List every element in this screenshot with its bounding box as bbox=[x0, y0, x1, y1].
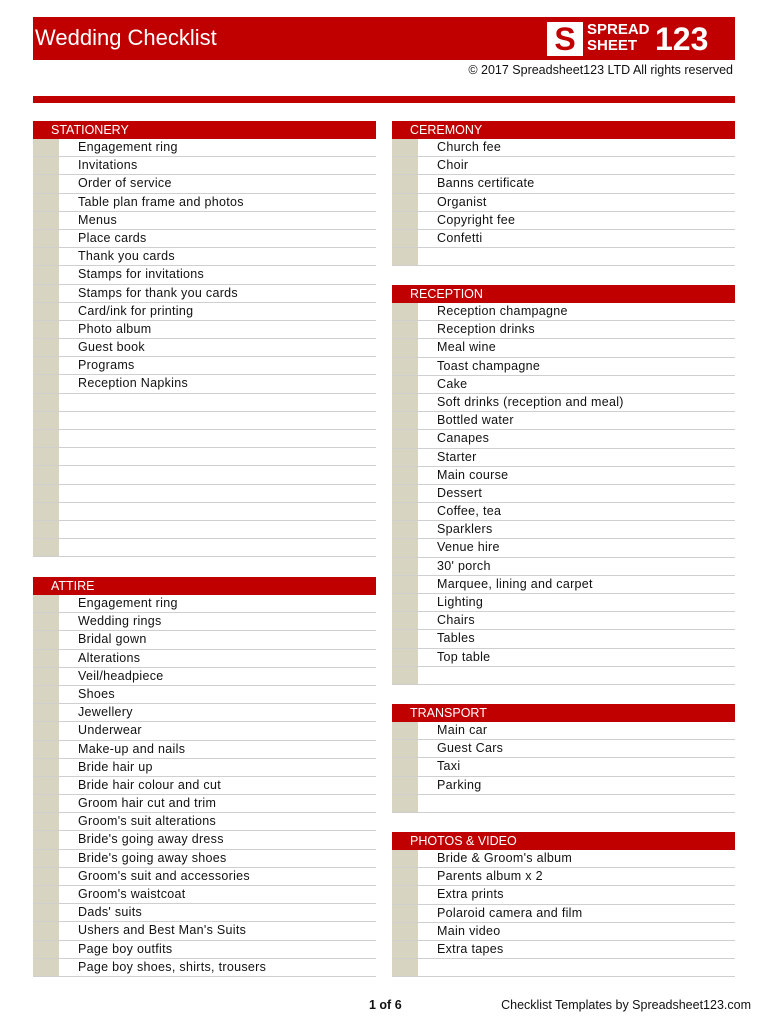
section-attire bbox=[33, 577, 376, 977]
item-label: Copyright fee bbox=[437, 212, 516, 227]
checklist-row bbox=[33, 430, 376, 448]
checklist-row bbox=[33, 303, 376, 321]
item-label: Photo album bbox=[78, 321, 152, 336]
checklist-row bbox=[33, 466, 376, 484]
checklist-row bbox=[392, 467, 735, 485]
checklist-row bbox=[33, 248, 376, 266]
item-label: Main car bbox=[437, 723, 488, 737]
page-title: Wedding Checklist bbox=[35, 25, 217, 50]
item-label: Bottled water bbox=[437, 413, 514, 428]
item-label: Shoes bbox=[78, 686, 115, 701]
checkbox-cell[interactable] bbox=[392, 649, 418, 666]
item-label: Engagement ring bbox=[78, 140, 178, 154]
item-label: Groom's waistcoat bbox=[78, 887, 186, 901]
checkbox-cell[interactable] bbox=[33, 831, 59, 848]
checklist-row bbox=[392, 248, 735, 266]
checkbox-cell[interactable] bbox=[33, 503, 59, 520]
checklist-row bbox=[33, 321, 376, 339]
item-label: Main video bbox=[437, 923, 501, 938]
checkbox-cell[interactable] bbox=[392, 175, 418, 192]
checklist-row bbox=[392, 321, 735, 339]
footer-credit: Checklist Templates by Spreadsheet123.com bbox=[501, 998, 751, 1012]
item-label: Bride's going away shoes bbox=[78, 850, 227, 865]
checklist-row bbox=[392, 394, 735, 412]
checklist-row bbox=[392, 576, 735, 594]
checklist-row bbox=[33, 394, 376, 412]
item-label: Engagement ring bbox=[78, 596, 178, 610]
item-label: Programs bbox=[78, 358, 135, 373]
checkbox-cell[interactable] bbox=[392, 795, 418, 812]
checklist-row bbox=[33, 868, 376, 886]
item-label: Meal wine bbox=[437, 340, 496, 355]
section-reception bbox=[392, 285, 735, 685]
checklist-row bbox=[392, 905, 735, 923]
item-label: Parents album x 2 bbox=[437, 869, 543, 884]
item-label: Canapes bbox=[437, 431, 490, 446]
section-photos-video bbox=[392, 832, 735, 977]
checklist-row bbox=[392, 376, 735, 394]
checkbox-cell[interactable] bbox=[33, 795, 59, 812]
checklist-row bbox=[33, 595, 376, 613]
checkbox-cell[interactable] bbox=[33, 922, 59, 939]
checklist-row bbox=[392, 430, 735, 448]
checklist-row bbox=[33, 448, 376, 466]
section-header: CEREMONY bbox=[392, 121, 735, 139]
checkbox-cell[interactable] bbox=[392, 139, 418, 156]
checkbox-cell[interactable] bbox=[33, 394, 59, 411]
item-label: Wedding rings bbox=[78, 614, 162, 629]
checkbox-cell[interactable] bbox=[392, 503, 418, 520]
section-header: TRANSPORT bbox=[392, 704, 735, 722]
checkbox-cell[interactable] bbox=[392, 303, 418, 320]
item-label: Groom's suit alterations bbox=[78, 814, 217, 829]
checkbox-cell[interactable] bbox=[392, 521, 418, 538]
checkbox-cell[interactable] bbox=[33, 850, 59, 867]
item-label: Chairs bbox=[437, 613, 475, 628]
checkbox-cell[interactable] bbox=[33, 157, 59, 174]
checkbox-cell[interactable] bbox=[392, 230, 418, 247]
checklist-row bbox=[392, 358, 735, 376]
checkbox-cell[interactable] bbox=[33, 741, 59, 758]
checkbox-cell[interactable] bbox=[392, 194, 418, 211]
item-label: Thank you cards bbox=[78, 249, 175, 264]
checkbox-cell[interactable] bbox=[33, 759, 59, 776]
checklist-row bbox=[33, 157, 376, 175]
checkbox-cell[interactable] bbox=[33, 303, 59, 320]
item-label: Banns certificate bbox=[437, 176, 535, 191]
item-label: Reception champagne bbox=[437, 304, 568, 318]
section-header: ATTIRE bbox=[33, 577, 376, 595]
checkbox-cell[interactable] bbox=[392, 722, 418, 739]
checklist-row bbox=[33, 631, 376, 649]
checklist-row bbox=[392, 503, 735, 521]
checkbox-cell[interactable] bbox=[392, 886, 418, 903]
item-label: Bride & Groom's album bbox=[437, 851, 573, 865]
checkbox-cell[interactable] bbox=[392, 339, 418, 356]
checkbox-cell[interactable] bbox=[33, 813, 59, 830]
checkbox-cell[interactable] bbox=[392, 467, 418, 484]
item-label: Guest Cars bbox=[437, 741, 504, 756]
item-label: 30' porch bbox=[437, 558, 491, 573]
checkbox-cell[interactable] bbox=[392, 394, 418, 411]
checklist-row bbox=[33, 139, 376, 157]
item-label: Order of service bbox=[78, 176, 172, 191]
checkbox-cell[interactable] bbox=[33, 941, 59, 958]
checkbox-cell[interactable] bbox=[33, 521, 59, 538]
item-label: Menus bbox=[78, 212, 118, 227]
checkbox-cell[interactable] bbox=[392, 248, 418, 265]
item-label: Place cards bbox=[78, 230, 147, 245]
checklist-row bbox=[392, 612, 735, 630]
logo-number: 123 bbox=[655, 21, 709, 57]
checklist-row bbox=[33, 831, 376, 849]
checklist-row bbox=[33, 266, 376, 284]
checklist-row bbox=[33, 503, 376, 521]
checkbox-cell[interactable] bbox=[33, 595, 59, 612]
checkbox-cell[interactable] bbox=[33, 959, 59, 976]
checkbox-cell[interactable] bbox=[33, 613, 59, 630]
checklist-row bbox=[33, 795, 376, 813]
checkbox-cell[interactable] bbox=[33, 686, 59, 703]
checkbox-cell[interactable] bbox=[33, 904, 59, 921]
item-label: Groom's suit and accessories bbox=[78, 868, 250, 883]
item-label: Table plan frame and photos bbox=[78, 194, 244, 209]
checklist-row bbox=[33, 886, 376, 904]
checkbox-cell[interactable] bbox=[392, 941, 418, 958]
page-number: 1 of 6 bbox=[369, 998, 402, 1012]
checklist-row bbox=[392, 758, 735, 776]
checkbox-cell[interactable] bbox=[33, 886, 59, 903]
checklist-row bbox=[392, 959, 735, 977]
item-label: Page boy outfits bbox=[78, 941, 173, 956]
item-label: Groom hair cut and trim bbox=[78, 796, 217, 811]
checklist-row bbox=[392, 521, 735, 539]
checkbox-cell[interactable] bbox=[392, 777, 418, 794]
checkbox-cell[interactable] bbox=[33, 175, 59, 192]
checklist-row bbox=[33, 339, 376, 357]
checklist-row bbox=[33, 485, 376, 503]
checklist-row bbox=[392, 139, 735, 157]
checkbox-cell[interactable] bbox=[392, 740, 418, 757]
item-label: Extra tapes bbox=[437, 941, 504, 956]
item-label: Bridal gown bbox=[78, 632, 147, 647]
checklist-row bbox=[392, 212, 735, 230]
checklist-row bbox=[33, 521, 376, 539]
checkbox-cell[interactable] bbox=[392, 558, 418, 575]
checkbox-cell[interactable] bbox=[33, 668, 59, 685]
item-label: Main course bbox=[437, 467, 509, 482]
checklist-row bbox=[33, 904, 376, 922]
checklist-row bbox=[33, 230, 376, 248]
checklist-row bbox=[392, 649, 735, 667]
checkbox-cell[interactable] bbox=[392, 667, 418, 684]
logo-s-mark: S bbox=[547, 22, 583, 56]
item-label: Coffee, tea bbox=[437, 504, 502, 519]
checkbox-cell[interactable] bbox=[33, 650, 59, 667]
item-label: Taxi bbox=[437, 759, 461, 774]
checklist-row bbox=[392, 850, 735, 868]
checkbox-cell[interactable] bbox=[392, 358, 418, 375]
checklist-row bbox=[392, 630, 735, 648]
checklist-row bbox=[33, 813, 376, 831]
checklist-row bbox=[392, 558, 735, 576]
checklist-row bbox=[392, 795, 735, 813]
item-label: Bride's going away dress bbox=[78, 832, 224, 847]
checklist-row bbox=[33, 650, 376, 668]
checklist-row bbox=[33, 412, 376, 430]
checklist-row bbox=[392, 412, 735, 430]
checkbox-cell[interactable] bbox=[392, 594, 418, 611]
item-label: Ushers and Best Man's Suits bbox=[78, 923, 247, 938]
item-label: Veil/headpiece bbox=[78, 668, 164, 683]
item-label: Starter bbox=[437, 449, 477, 464]
checklist-row bbox=[392, 303, 735, 321]
checklist-row bbox=[33, 357, 376, 375]
item-label: Guest book bbox=[78, 340, 145, 355]
item-label: Card/ink for printing bbox=[78, 303, 194, 318]
item-label: Choir bbox=[437, 158, 469, 173]
checkbox-cell[interactable] bbox=[33, 485, 59, 502]
checklist-row bbox=[392, 923, 735, 941]
checkbox-cell[interactable] bbox=[392, 539, 418, 556]
item-label: Alterations bbox=[78, 650, 141, 665]
checkbox-cell[interactable] bbox=[392, 376, 418, 393]
checkbox-cell[interactable] bbox=[33, 230, 59, 247]
logo-word-spread: SPREAD bbox=[587, 21, 650, 38]
checkbox-cell[interactable] bbox=[392, 905, 418, 922]
section-header: RECEPTION bbox=[392, 285, 735, 303]
checklist-row bbox=[33, 194, 376, 212]
checkbox-cell[interactable] bbox=[392, 630, 418, 647]
item-label: Page boy shoes, shirts, trousers bbox=[78, 959, 267, 974]
checklist-row bbox=[33, 212, 376, 230]
checkbox-cell[interactable] bbox=[33, 194, 59, 211]
checkbox-cell[interactable] bbox=[392, 850, 418, 867]
header-banner bbox=[33, 17, 735, 60]
checklist-row bbox=[33, 375, 376, 393]
checklist-row bbox=[392, 722, 735, 740]
item-label: Invitations bbox=[78, 158, 138, 173]
item-label: Toast champagne bbox=[437, 358, 541, 373]
checkbox-cell[interactable] bbox=[33, 139, 59, 156]
checkbox-cell[interactable] bbox=[392, 412, 418, 429]
checklist-row bbox=[392, 230, 735, 248]
item-label: Confetti bbox=[437, 230, 483, 245]
item-label: Reception Napkins bbox=[78, 376, 189, 391]
item-label: Jewellery bbox=[78, 705, 133, 720]
checklist-row bbox=[33, 959, 376, 977]
item-label: Marquee, lining and carpet bbox=[437, 576, 593, 591]
item-label: Sparklers bbox=[437, 522, 493, 537]
section-stationery bbox=[33, 121, 376, 557]
checklist-row bbox=[33, 668, 376, 686]
checkbox-cell[interactable] bbox=[33, 375, 59, 392]
item-label: Top table bbox=[437, 649, 491, 664]
checkbox-cell[interactable] bbox=[392, 449, 418, 466]
checkbox-cell[interactable] bbox=[33, 704, 59, 721]
checkbox-cell[interactable] bbox=[392, 212, 418, 229]
checkbox-cell[interactable] bbox=[392, 485, 418, 502]
item-label: Reception drinks bbox=[437, 322, 535, 337]
checkbox-cell[interactable] bbox=[33, 430, 59, 447]
checklist-row bbox=[33, 777, 376, 795]
checklist-row bbox=[392, 941, 735, 959]
section-transport bbox=[392, 704, 735, 813]
item-label: Soft drinks (reception and meal) bbox=[437, 394, 624, 409]
checkbox-cell[interactable] bbox=[33, 321, 59, 338]
checklist-row bbox=[392, 194, 735, 212]
item-label: Tables bbox=[437, 631, 475, 646]
checklist-row bbox=[33, 722, 376, 740]
logo-words bbox=[587, 22, 650, 54]
checkbox-cell[interactable] bbox=[33, 722, 59, 739]
item-label: Dads' suits bbox=[78, 905, 143, 920]
checkbox-cell[interactable] bbox=[33, 212, 59, 229]
item-label: Parking bbox=[437, 777, 482, 792]
checklist-row bbox=[392, 175, 735, 193]
checkbox-cell[interactable] bbox=[33, 777, 59, 794]
checklist-row bbox=[33, 686, 376, 704]
item-label: Dessert bbox=[437, 485, 483, 500]
checkbox-cell[interactable] bbox=[33, 539, 59, 556]
copyright-notice: © 2017 Spreadsheet123 LTD All rights reserved bbox=[468, 63, 733, 77]
item-label: Polaroid camera and film bbox=[437, 905, 583, 920]
checklist-row bbox=[392, 777, 735, 795]
checkbox-cell[interactable] bbox=[33, 412, 59, 429]
checklist-row bbox=[33, 285, 376, 303]
checkbox-cell[interactable] bbox=[33, 868, 59, 885]
checkbox-cell[interactable] bbox=[33, 266, 59, 283]
spreadsheet123-logo bbox=[547, 21, 715, 57]
logo-word-sheet: SHEET bbox=[587, 37, 638, 54]
checkbox-cell[interactable] bbox=[392, 157, 418, 174]
item-label: Underwear bbox=[78, 723, 142, 738]
checklist-row bbox=[33, 613, 376, 631]
checklist-row bbox=[33, 539, 376, 557]
checklist-row bbox=[33, 741, 376, 759]
checklist-row bbox=[392, 339, 735, 357]
checkbox-cell[interactable] bbox=[33, 448, 59, 465]
checkbox-cell[interactable] bbox=[392, 868, 418, 885]
checkbox-cell[interactable] bbox=[392, 321, 418, 338]
item-label: Church fee bbox=[437, 140, 502, 154]
item-label: Venue hire bbox=[437, 540, 500, 555]
checklist-row bbox=[392, 667, 735, 685]
checkbox-cell[interactable] bbox=[392, 430, 418, 447]
checkbox-cell[interactable] bbox=[392, 923, 418, 940]
checklist-row bbox=[33, 704, 376, 722]
item-label: Bride hair colour and cut bbox=[78, 777, 221, 792]
item-label: Lighting bbox=[437, 595, 484, 609]
checklist-row bbox=[392, 157, 735, 175]
checklist-row bbox=[33, 175, 376, 193]
checklist-row bbox=[392, 886, 735, 904]
item-label: Bride hair up bbox=[78, 759, 153, 774]
checklist-row bbox=[392, 539, 735, 557]
checkbox-cell[interactable] bbox=[33, 339, 59, 356]
checklist-row bbox=[33, 850, 376, 868]
checklist-row bbox=[33, 759, 376, 777]
checkbox-cell[interactable] bbox=[392, 758, 418, 775]
section-header: PHOTOS & VIDEO bbox=[392, 832, 735, 850]
checkbox-cell[interactable] bbox=[33, 631, 59, 648]
checklist-row bbox=[392, 449, 735, 467]
checklist-row bbox=[392, 485, 735, 503]
item-label: Cake bbox=[437, 376, 468, 391]
divider-rule bbox=[33, 96, 735, 103]
section-header: STATIONERY bbox=[33, 121, 376, 139]
checkbox-cell[interactable] bbox=[392, 576, 418, 593]
checkbox-cell[interactable] bbox=[392, 612, 418, 629]
item-label: Extra prints bbox=[437, 887, 504, 902]
item-label: Stamps for thank you cards bbox=[78, 285, 238, 300]
checkbox-cell[interactable] bbox=[33, 248, 59, 265]
item-label: Stamps for invitations bbox=[78, 267, 205, 282]
checklist-row bbox=[33, 941, 376, 959]
checklist-row bbox=[392, 740, 735, 758]
checklist-row bbox=[392, 594, 735, 612]
item-label: Organist bbox=[437, 194, 487, 209]
checkbox-cell[interactable] bbox=[392, 959, 418, 976]
item-label: Make-up and nails bbox=[78, 741, 186, 756]
checklist-row bbox=[392, 868, 735, 886]
checkbox-cell[interactable] bbox=[33, 357, 59, 374]
checkbox-cell[interactable] bbox=[33, 466, 59, 483]
checkbox-cell[interactable] bbox=[33, 285, 59, 302]
checklist-row bbox=[33, 922, 376, 940]
section-ceremony bbox=[392, 121, 735, 266]
